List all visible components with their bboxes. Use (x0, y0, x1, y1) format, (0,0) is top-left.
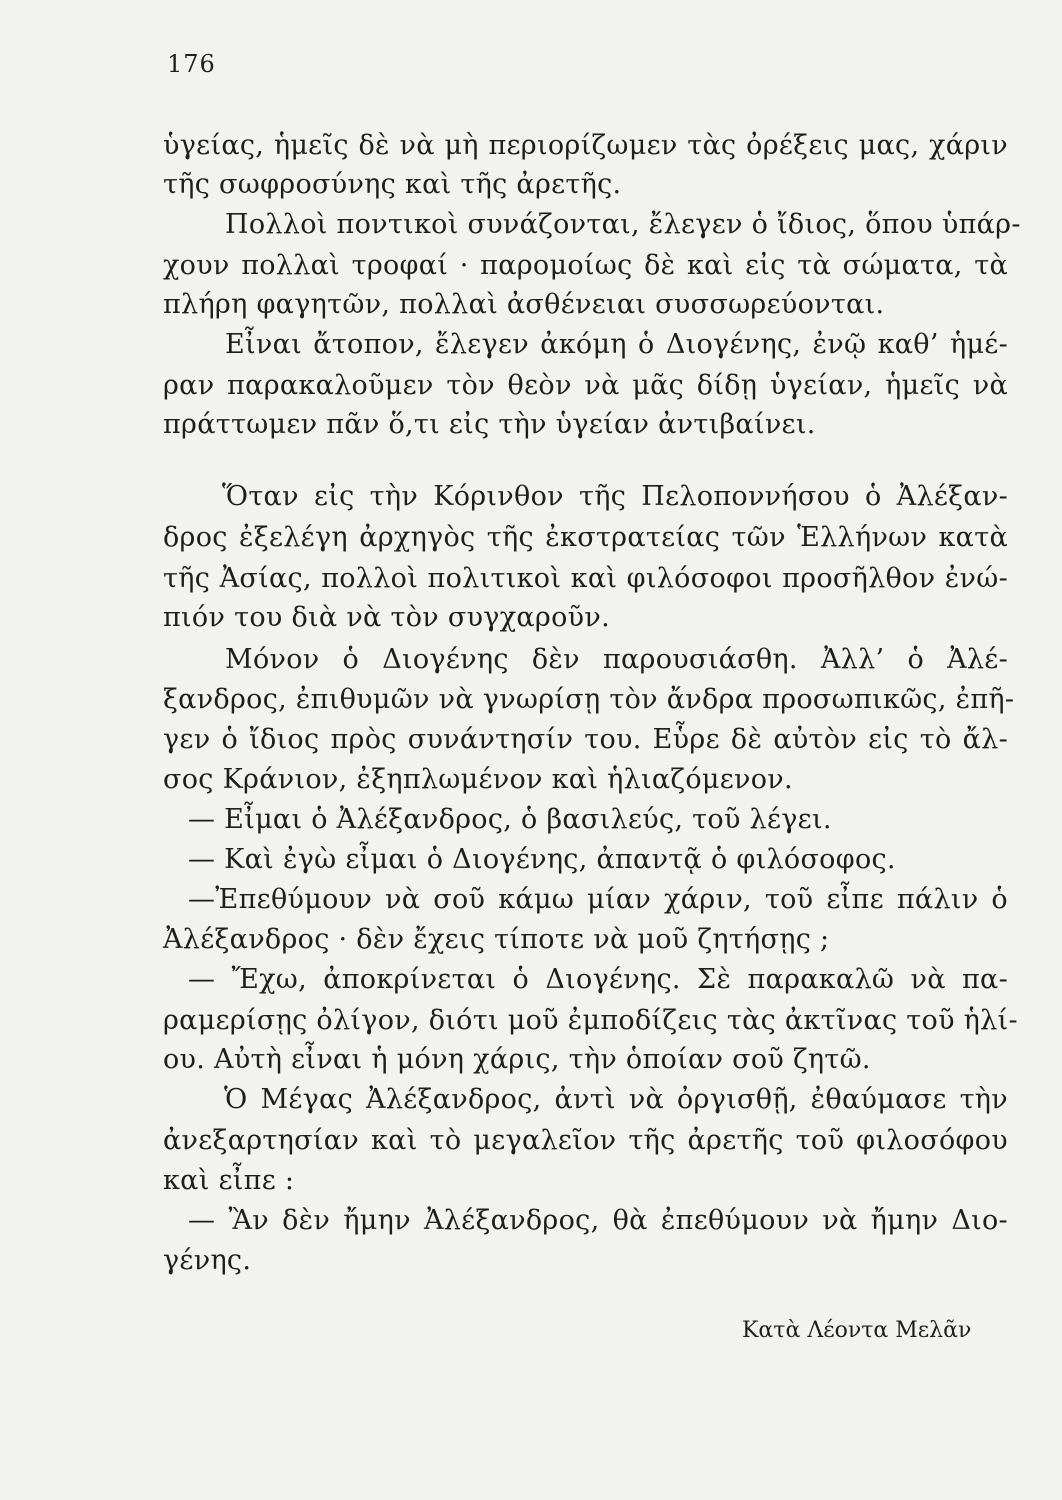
text-line: τῆς σωφροσύνης καὶ τῆς ἀρετῆς. (163, 169, 622, 200)
text-line: Ἀλέξανδρος · δὲν ἔχεις τίποτε νὰ μοῦ ζητήσῃς ; (163, 924, 830, 955)
text-line: ου. Αὐτὴ εἶναι ἡ μόνη χάρις, τὴν ὁποίαν σοῦ ζητῶ. (163, 1044, 871, 1075)
dialogue-line: — Καὶ ἐγὼ εἶμαι ὁ Διογένης, ἀπαντᾷ ὁ φιλόσοφος. (188, 844, 896, 875)
dialogue-line: — Ἂν δὲν ἤμην Ἀλέξανδρος, θὰ ἐπεθύμουν νὰ ἤμην Διο- (188, 1205, 1008, 1236)
text-line: Πολλοὶ ποντικοὶ συνάζονται, ἔλεγεν ὁ ἴδιος, ὅπου ὑπάρ- (225, 209, 1021, 240)
text-line: πιόν του διὰ νὰ τὸν συγχαροῦν. (163, 602, 610, 633)
text-line: Εἶναι ἄτοπον, ἔλεγεν ἀκόμη ὁ Διογένης, ἐνῷ καθ’ ἡμέ- (225, 329, 1008, 360)
text-line: σος Κράνιον, ἐξηπλωμένον καὶ ἡλιαζόμενον. (163, 764, 793, 795)
text-line: γένης. (163, 1245, 252, 1276)
text-line: πλήρη φαγητῶν, πολλαὶ ἀσθένειαι συσσωρεύονται. (163, 289, 885, 320)
text-line: Μόνον ὁ Διογένης δὲν παρουσιάσθη. Ἀλλ’ ὁ Ἀλέ- (225, 644, 1008, 675)
text-line: ξανδρος, ἐπιθυμῶν νὰ γνωρίσῃ τὸν ἄνδρα προσωπικῶς, ἐπῆ- (163, 684, 1015, 715)
text-line: Ὅταν εἰς τὴν Κόρινθον τῆς Πελοποννήσου ὁ Ἀλέξαν- (222, 481, 1008, 512)
text-line: ραν παρακαλοῦμεν τὸν θεὸν νὰ μᾶς δίδῃ ὑγείαν, ἡμεῖς νὰ (163, 370, 1008, 401)
text-line: τῆς Ἀσίας, πολλοὶ πολιτικοὶ καὶ φιλόσοφοι προσῆλθον ἐνώ- (163, 563, 1008, 594)
text-line: ἀνεξαρτησίαν καὶ τὸ μεγαλεῖον τῆς ἀρετῆς τοῦ φιλοσόφου (163, 1125, 1008, 1156)
dialogue-line: — Ἔχω, ἀποκρίνεται ὁ Διογένης. Σὲ παρακαλῶ νὰ πα- (188, 964, 1008, 995)
text-line: χουν πολλαὶ τροφαί · παρομοίως δὲ καὶ εἰς τὰ σώματα, τὰ (163, 250, 1008, 281)
text-line: καὶ εἶπε : (163, 1165, 295, 1196)
dialogue-line: —Ἐπεθύμουν νὰ σοῦ κάμω μίαν χάριν, τοῦ εἶπε πάλιν ὁ (188, 884, 1008, 915)
page-number: 176 (167, 50, 216, 78)
text-line: Ὁ Μέγας Ἀλέξανδρος, ἀντὶ νὰ ὀργισθῇ, ἐθαύμασε τὴν (224, 1084, 1008, 1115)
text-line: ὑγείας, ἡμεῖς δὲ νὰ μὴ περιορίζωμεν τὰς ὀρέξεις μας, χάριν (163, 130, 1008, 161)
text-line: ραμερίσῃς ὀλίγον, διότι μοῦ ἐμποδίζεις τὰς ἀκτῖνας τοῦ ἡλί- (163, 1005, 1018, 1036)
dialogue-line: — Εἶμαι ὁ Ἀλέξανδρος, ὁ βασιλεύς, τοῦ λέγει. (188, 804, 832, 835)
text-line: δρος ἐξελέγη ἀρχηγὸς τῆς ἐκστρατείας τῶν Ἑλλήνων κατὰ (163, 522, 1008, 553)
text-line: γεν ὁ ἴδιος πρὸς συνάντησίν του. Εὗρε δὲ αὐτὸν εἰς τὸ ἄλ- (163, 724, 1008, 755)
text-line: πράττωμεν πᾶν ὅ,τι εἰς τὴν ὑγείαν ἀντιβαίνει. (163, 409, 816, 440)
author-signature: Κατὰ Λέοντα Μελᾶν (742, 1318, 972, 1343)
